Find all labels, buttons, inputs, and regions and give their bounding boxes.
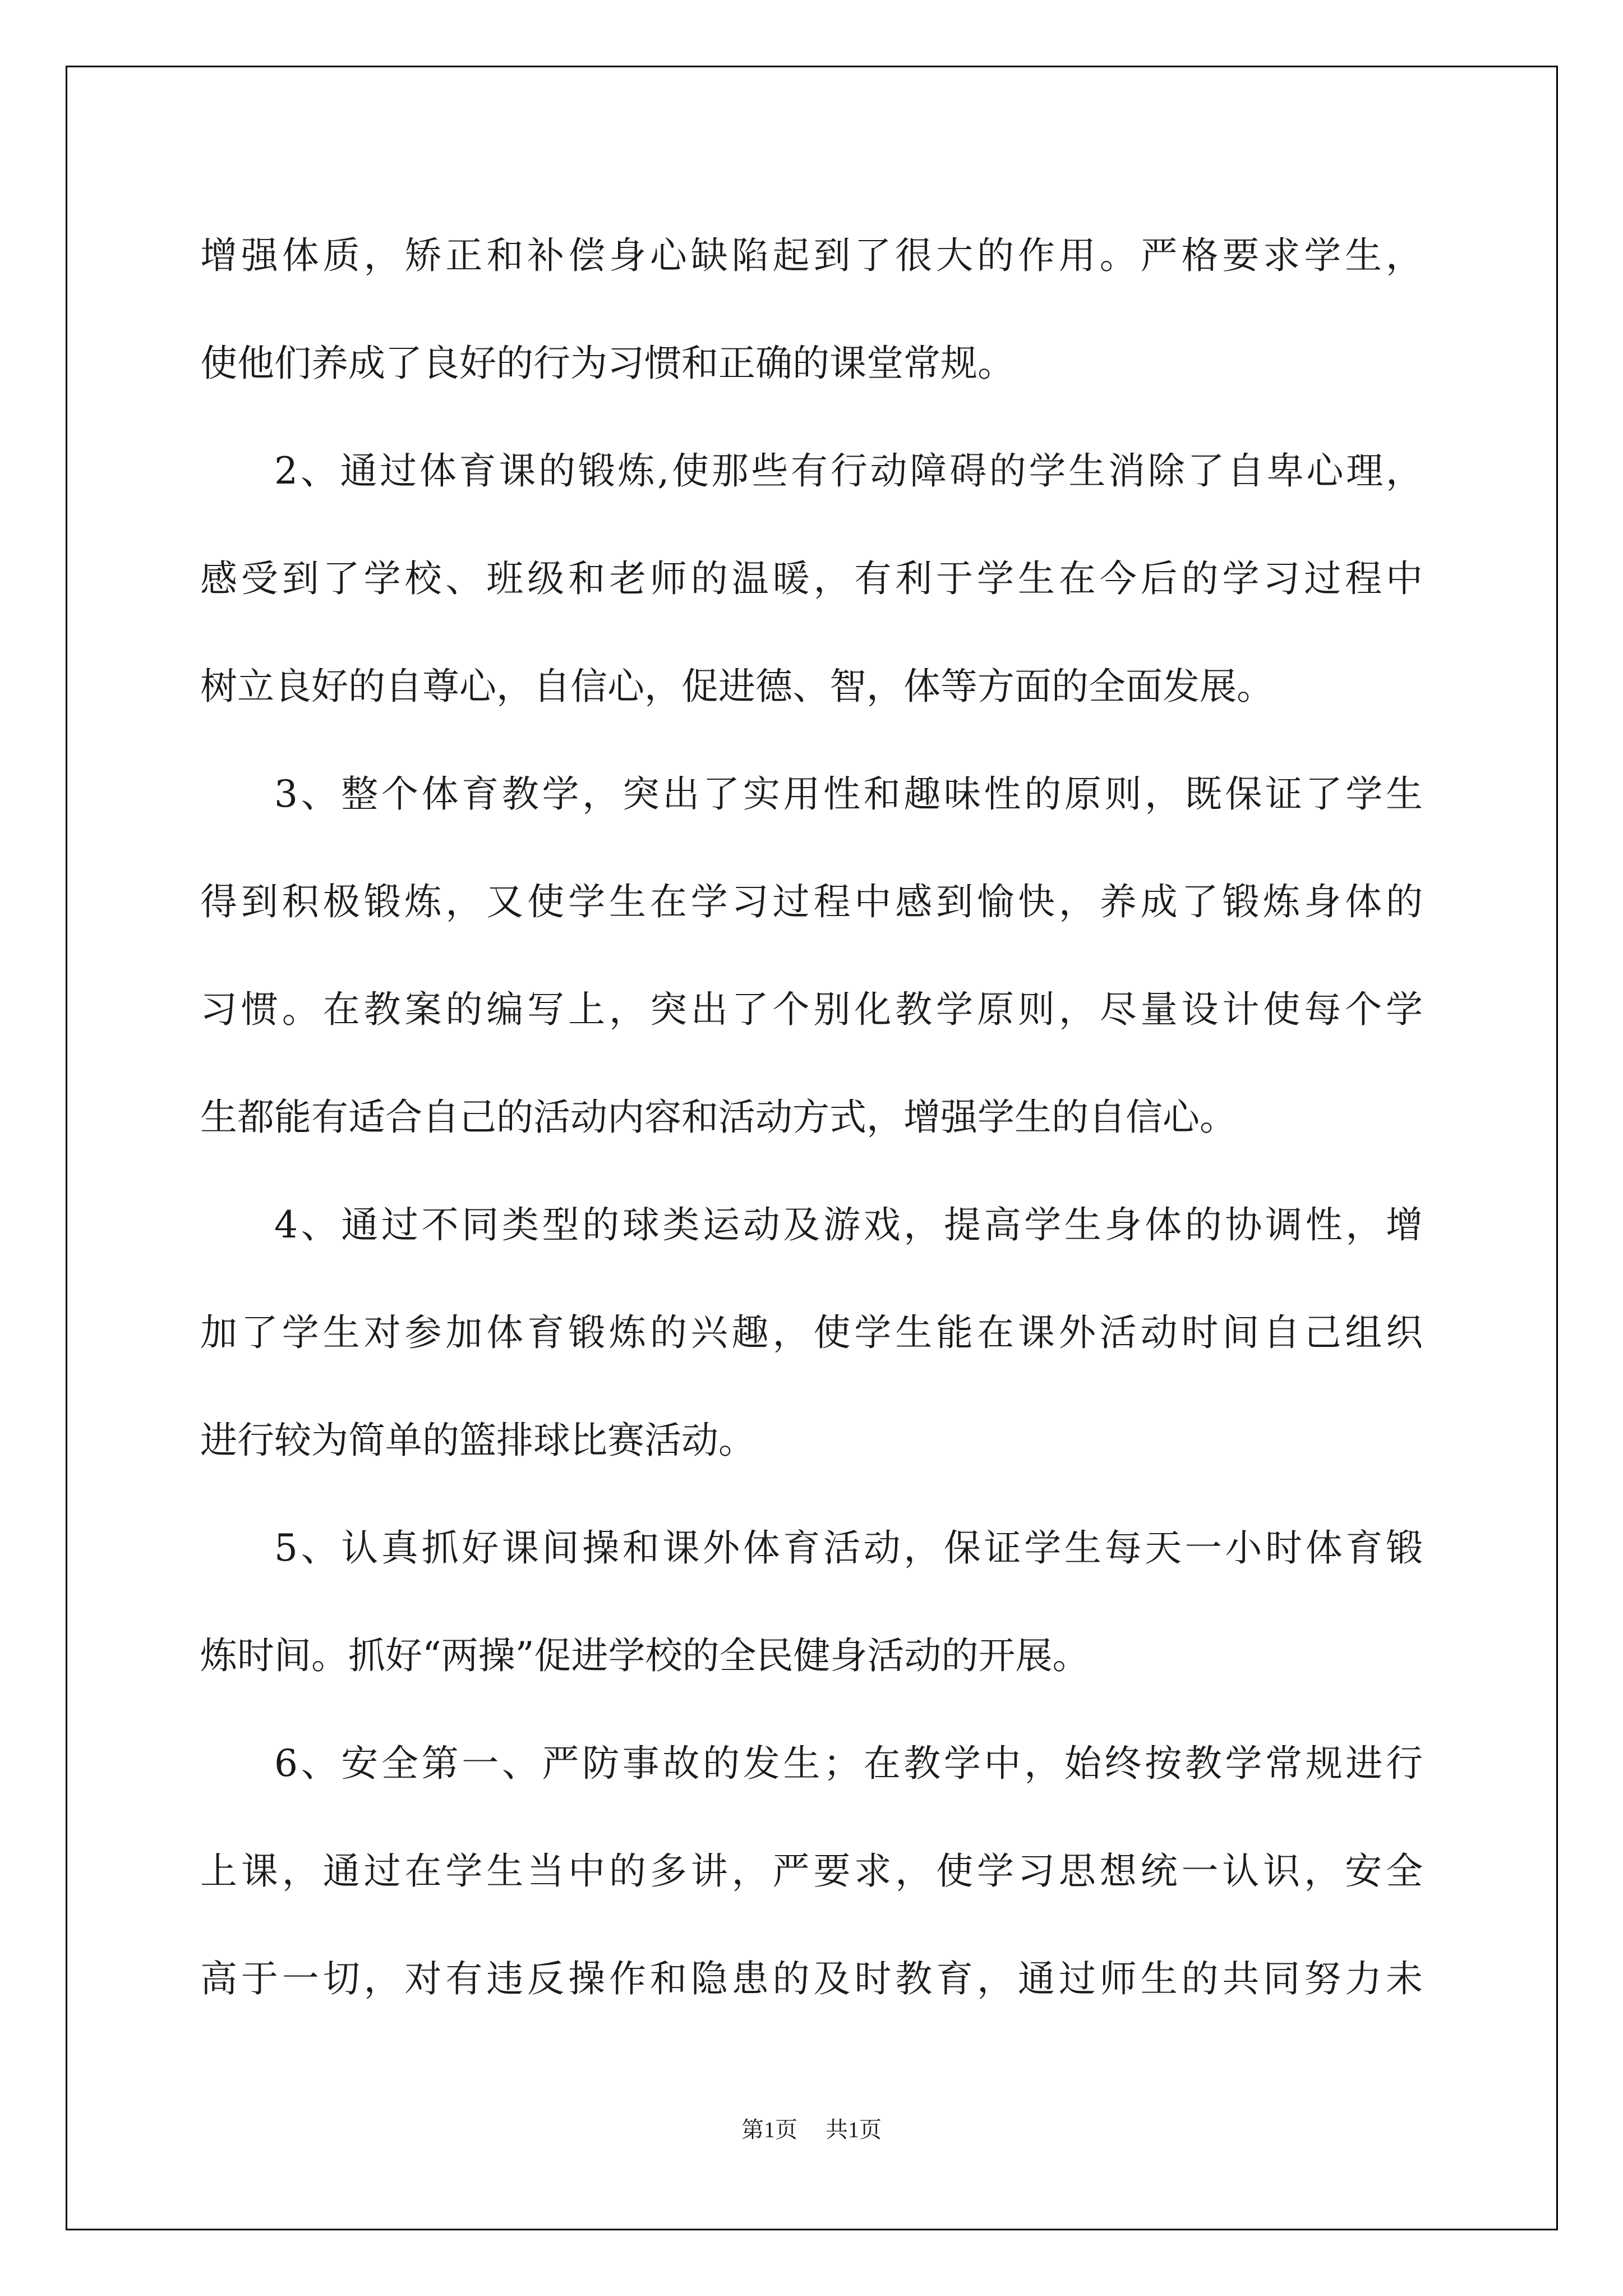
text-line: 生都能有适合自己的活动内容和活动方式，增强学生的自信心。 bbox=[200, 1096, 1237, 1139]
page-total: 共1页 bbox=[826, 2117, 882, 2142]
text-line: 得到积极锻炼，又使学生在学习过程中感到愉快，养成了锻炼身体的 bbox=[200, 880, 1423, 923]
page-footer bbox=[0, 2112, 1623, 2144]
text-line: 加了学生对参加体育锻炼的兴趣，使学生能在课外活动时间自己组织 bbox=[200, 1311, 1423, 1354]
text-line: 炼时间。抓好“两操”促进学校的全民健身活动的开展。 bbox=[200, 1634, 1090, 1677]
text-line: 4、通过不同类型的球类运动及游戏，提高学生身体的协调性，增 bbox=[274, 1203, 1423, 1246]
page-number: 第1页 bbox=[741, 2117, 797, 2142]
text-line: 高于一切，对有违反操作和隐患的及时教育，通过师生的共同努力未 bbox=[200, 1957, 1423, 2000]
text-line: 6、安全第一、严防事故的发生；在教学中，始终按教学常规进行 bbox=[274, 1742, 1423, 1785]
text-line: 感受到了学校、班级和老师的温暖，有利于学生在今后的学习过程中 bbox=[200, 557, 1423, 600]
text-line: 习惯。在教案的编写上，突出了个别化教学原则，尽量设计使每个学 bbox=[200, 988, 1423, 1031]
text-line: 3、整个体育教学，突出了实用性和趣味性的原则，既保证了学生 bbox=[274, 772, 1423, 816]
document-body bbox=[200, 202, 1423, 2033]
text-line: 使他们养成了良好的行为习惯和正确的课堂常规。 bbox=[200, 342, 1015, 385]
text-line: 上课，通过在学生当中的多讲，严要求，使学习思想统一认识，安全 bbox=[200, 1849, 1423, 1893]
text-line: 5、认真抓好课间操和课外体育活动，保证学生每天一小时体育锻 bbox=[274, 1526, 1423, 1570]
text-line: 增强体质，矫正和补偿身心缺陷起到了很大的作用。严格要求学生， bbox=[200, 234, 1423, 277]
text-line: 进行较为简单的篮排球比赛活动。 bbox=[200, 1419, 755, 1462]
text-line: 树立良好的自尊心，自信心，促进德、智，体等方面的全面发展。 bbox=[200, 665, 1274, 708]
text-line: 2、通过体育课的锻炼,使那些有行动障碍的学生消除了自卑心理， bbox=[274, 449, 1423, 493]
